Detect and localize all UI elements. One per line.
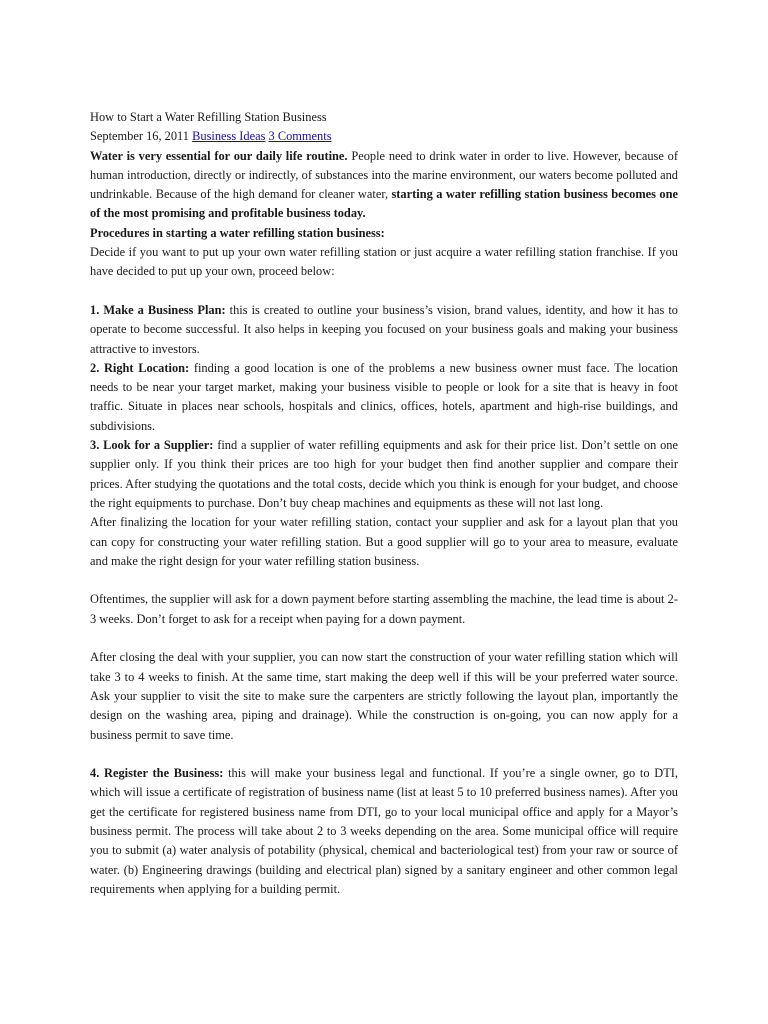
spacer [90,629,678,648]
category-link[interactable]: Business Ideas [192,129,266,144]
step-2 [90,359,678,436]
step-3 [90,436,678,513]
after-closing-paragraph: After closing the deal with your supplier, you can now start the construction of your water refilling station which will take 3 to 4 weeks to finish. At the same time, start making the deep well if this will be your preferred water source. Ask your supplier to visit the site to make sure the carpenters are strictly following the layout plan, importantly the design on the washing area, piping and drainage). While the construction is on-going, you can now apply for a business permit to save time. [90,650,678,742]
article-date: September 16, 2011 [90,129,189,144]
article-title: How to Start a Water Refilling Station Business [90,110,327,124]
comments-link[interactable]: 3 Comments [268,129,332,144]
step-2-text: finding a good location is one of the problems a new business owner must face. The location needs to be near your target market, making your business visible to people or look for a site that is heavy in foot traffic. Situate in places near schools, hospitals and clinics, offices, hotels, apartment and high-rise buildings, and subdivisions. [90,360,678,433]
procedures-heading: Procedures in starting a water refilling station business: [90,225,385,240]
oftentimes-paragraph: Oftentimes, the supplier will ask for a down payment before starting assembling the machine, the lead time is about 2-3 weeks. Don’t forget to ask for a receipt when paying for a down payment. [90,592,678,626]
step-1-text: this is created to outline your business’s vision, brand values, identity, and how it has to operate to become successful. It also helps in keeping you focused on your business goals and making your business attractive to investors. [90,302,678,356]
intro-bold-end: starting a water refilling station business becomes one of the most promising and profitable business today. [90,187,678,221]
intro-paragraph [90,147,678,224]
after-finalizing-paragraph: After finalizing the location for your water refilling station, contact your supplier and ask for a layout plan that you can copy for constructing your water refilling station. But a good supplier will go to your area to measure, evaluate and make the right design for your water refilling station business. [90,515,678,568]
article-meta [90,127,678,146]
step-4-text: this will make your business legal and functional. If you’re a single owner, go to DTI, which will issue a certificate of registration of business name (list at least 5 to 10 preferred business names). After you get the certificate for registered business name from DTI, go to your local municipal office and apply for a Mayor’s business permit. The process will take about 2 to 3 weeks depending on the area. Some municipal office will require you to submit (a) water analysis of potability (physical, chemical and bacteriological test) from your raw or source of water. (b) Engineering drawings (building and electrical plan) signed by a sanitary engineer and other common legal requirements when applying for a building permit. [90,766,678,896]
spacer [90,571,678,590]
document-page [90,108,678,899]
step-3-label: 3. Look for a Supplier: [90,438,214,453]
spacer [90,745,678,764]
step-3-text: find a supplier of water refilling equipments and ask for their price list. Don’t settle on one supplier only. If you think their prices are too high for your budget then find another supplier and compare their prices. After studying the quotations and the total costs, decide which you think is enough for your budget, and choose the right equipments to purchase. Don’t buy cheap machines and equipments as these will not last long. [90,438,678,510]
intro-text: People need to drink water in order to live. However, because of human introduction, directly or indirectly, of substances into the marine environment, our waters become polluted and undrinkable. Because of the high demand for cleaner water, [90,148,678,202]
decide-paragraph: Decide if you want to put up your own water refilling station or just acquire a water refilling station franchise. If you have decided to put up your own, proceed below: [90,245,678,279]
step-4 [90,764,678,899]
step-1 [90,301,678,359]
step-1-label: 1. Make a Business Plan: [90,302,226,317]
step-2-label: 2. Right Location: [90,360,190,375]
intro-bold-start: Water is very essential for our daily life routine. [90,148,348,163]
step-4-label: 4. Register the Business: [90,766,224,781]
spacer [90,282,678,301]
